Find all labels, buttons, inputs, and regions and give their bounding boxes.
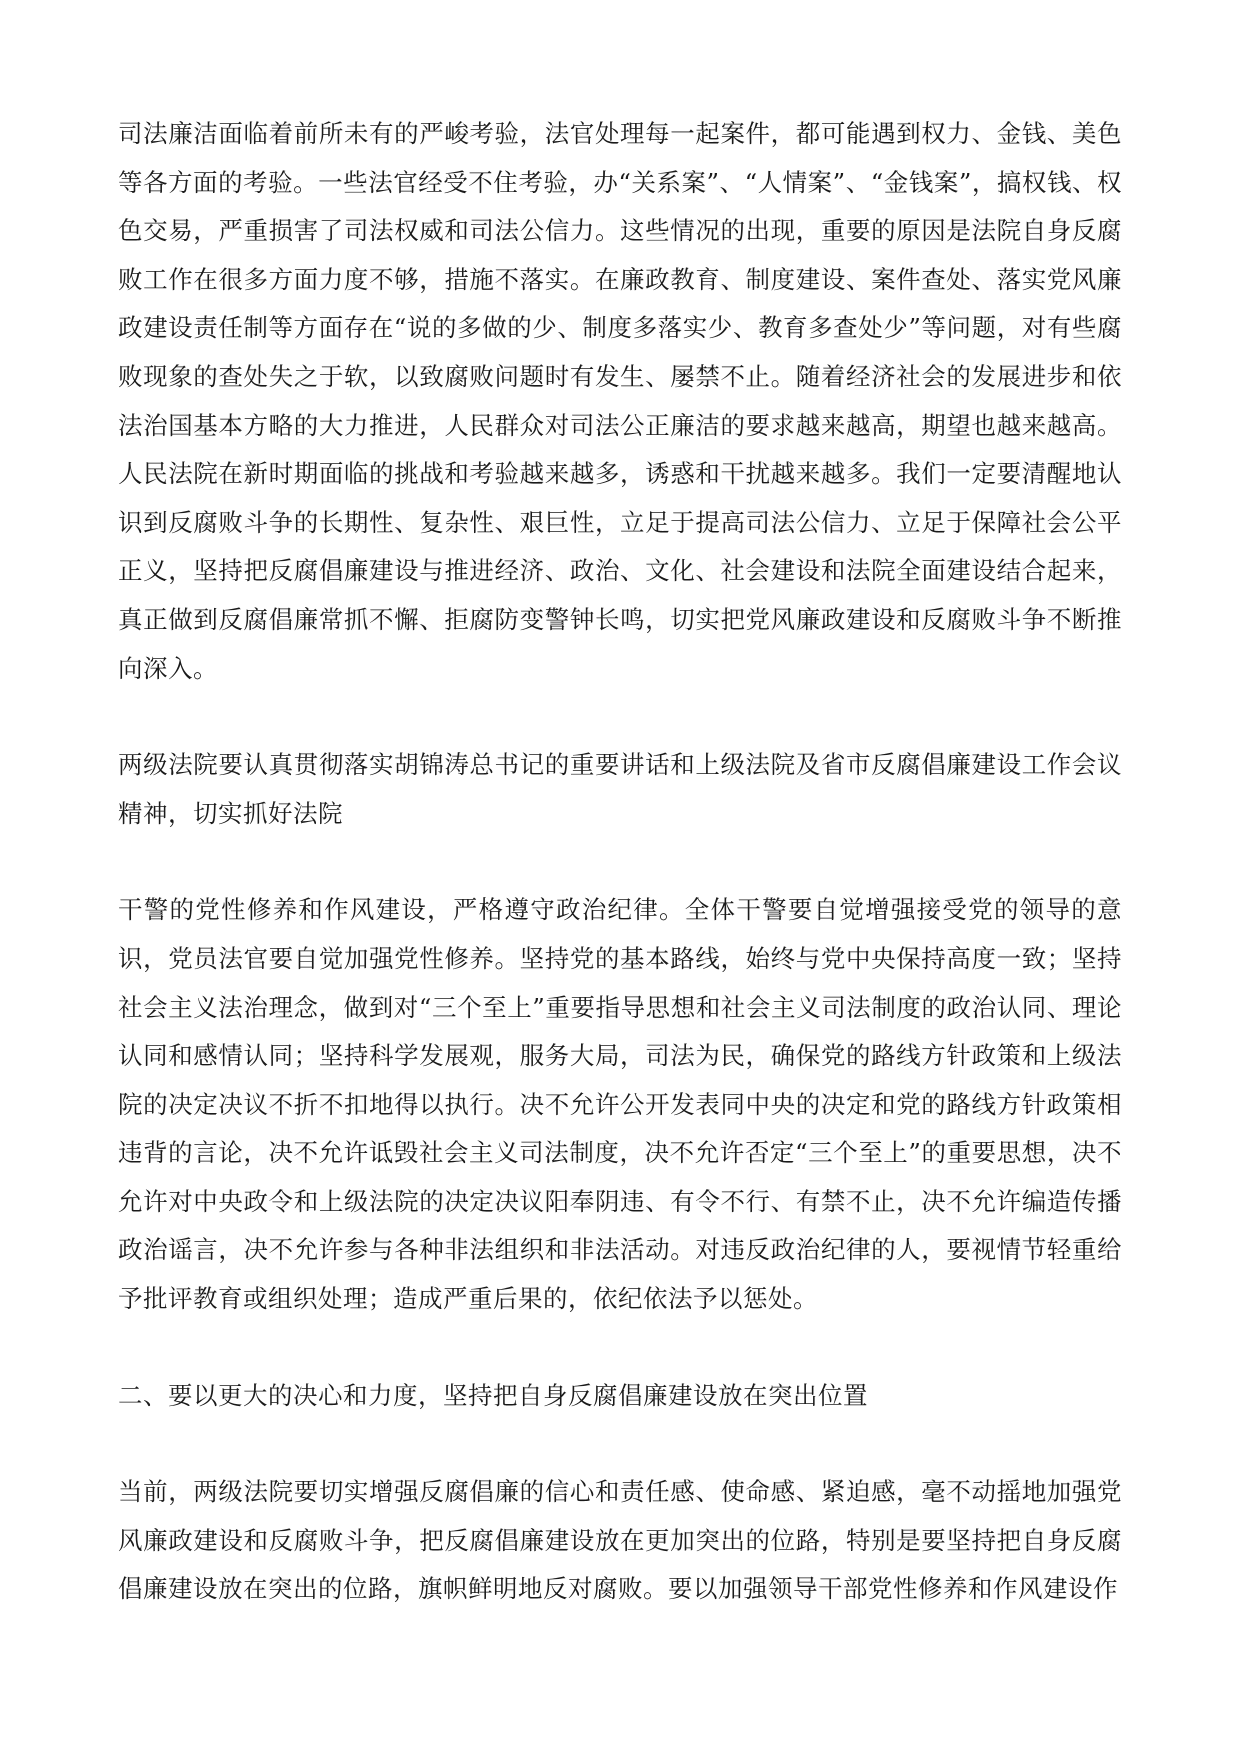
paragraph-current-tasks: 当前，两级法院要切实增强反腐倡廉的信心和责任感、使命感、紧迫感，毫不动摇地加强党风廉政建设和反腐败斗争，把反腐倡廉建设放在更加突出的位路，特别是要坚持把自身反腐倡廉建设放在突出的位路，旗帜鲜明地反对腐败。要以加强领导干部党性修养和作风建设作 <box>118 1477 1122 1604</box>
paragraph-judicial-integrity: 司法廉洁面临着前所未有的严峻考验，法官处理每一起案件，都可能遇到权力、金钱、美色等各方面的考验。一些法官经受不住考验，办“关系案”、“人情案”、“金钱案”，搞权钱、权色交易，严重损害了司法权威和司法公信力。这些情况的出现，重要的原因是法院自身反腐败工作在很多方面力度不够，措施不落实。在廉政教育、制度建设、案件查处、落实党风廉政建设责任制等方面存在“说的多做的少、制度多落实少、教育多查处少”等问题，对有些腐败现象的查处失之于软，以致腐败问题时有发生、屡禁不止。随着经济社会的发展进步和依法治国基本方略的大力推进，人民群众对司法公正廉洁的要求越来越高，期望也越来越高。人民法院在新时期面临的挑战和考验越来越多，诱惑和干扰越来越多。我们一定要清醒地认识到反腐败斗争的长期性、复杂性、艰巨性，立足于提高司法公信力、立足于保障社会公平正义，坚持把反腐倡廉建设与推进经济、政治、文化、社会建设和法院全面建设结合起来，真正做到反腐倡廉常抓不懈、拒腐防变警钟长鸣，切实把党风廉政建设和反腐败斗争不断推向深入。 <box>118 119 1122 683</box>
section-heading-two: 二、要以更大的决心和力度，坚持把自身反腐倡廉建设放在突出位置 <box>118 1380 868 1410</box>
paragraph-implement-speech: 两级法院要认真贯彻落实胡锦涛总书记的重要讲话和上级法院及省市反腐倡廉建设工作会议精神，切实抓好法院 <box>118 750 1122 828</box>
document-page <box>118 110 1122 1614</box>
paragraph-party-discipline: 干警的党性修养和作风建设，严格遵守政治纪律。全体干警要自觉增强接受党的领导的意识，党员法官要自觉加强党性修养。坚持党的基本路线，始终与党中央保持高度一致；坚持社会主义法治理念，做到对“三个至上”重要指导思想和社会主义司法制度的政治认同、理论认同和感情认同；坚持科学发展观，服务大局，司法为民，确保党的路线方针政策和上级法院的决定决议不折不扣地得以执行。决不允许公开发表同中央的决定和党的路线方针政策相违背的言论，决不允许诋毁社会主义司法制度，决不允许否定“三个至上”的重要思想，决不允许对中央政令和上级法院的决定决议阳奉阴违、有令不行、有禁不止，决不允许编造传播政治谣言，决不允许参与各种非法组织和非法活动。对违反政治纪律的人，要视情节轻重给予批评教育或组织处理；造成严重后果的，依纪依法予以惩处。 <box>118 895 1122 1314</box>
